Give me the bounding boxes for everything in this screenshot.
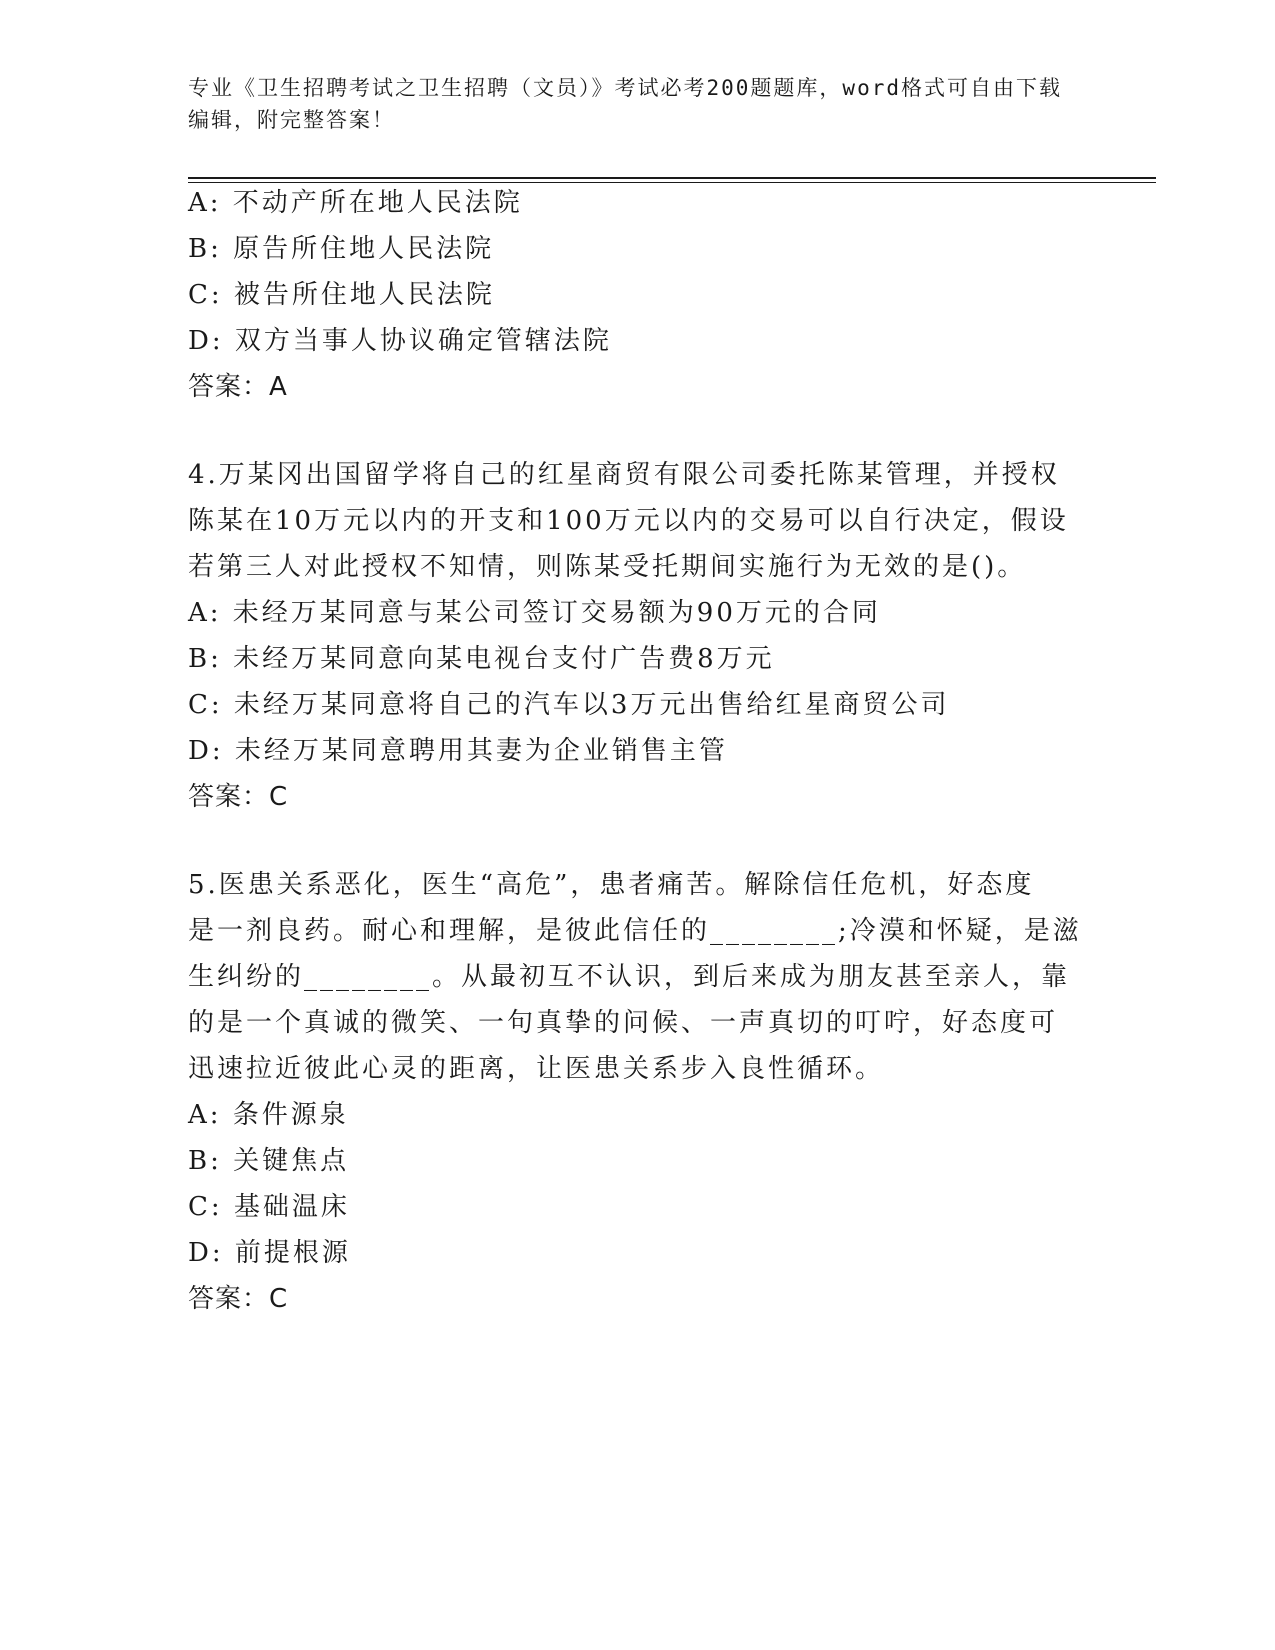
question-5-line-1: 5.医患关系恶化，医生“高危”，患者痛苦。解除信任危机，好态度 [188,870,1035,900]
answer-text: 答案：C [188,782,289,812]
option-d: D: 前提根源 [188,1238,351,1268]
question-5-block [188,862,1088,1322]
question-4-block [188,452,1088,820]
option-d: D: 未经万某同意聘用其妻为企业销售主管 [188,736,728,766]
answer-text: 答案：A [188,372,288,402]
question-5-line-2: 是一剂良药。耐心和理解，是彼此信任的________;冷漠和怀疑，是滋 [188,916,1082,946]
option-d: D: 双方当事人协议确定管辖法院 [188,326,612,356]
question-3-block [188,180,1088,410]
question-5-line-3: 生纠纷的________。从最初互不认识，到后来成为朋友甚至亲人，靠 [188,962,1071,992]
option-a: A: 未经万某同意与某公司签订交易额为90万元的合同 [188,598,881,628]
question-5-line-4: 的是一个真诚的微笑、一句真挚的问候、一声真切的叮咛，好态度可 [188,1008,1059,1038]
option-b: B: 未经万某同意向某电视台支付广告费8万元 [188,644,775,674]
option-c: C: 被告所住地人民法院 [188,280,495,310]
document-title: 专业《卫生招聘考试之卫生招聘（文员）》考试必考200题题库，word格式可自由下载编辑，附完整答案！ [188,76,1062,132]
question-4-line-2: 陈某在10万元以内的开支和100万元以内的交易可以自行决定，假设 [188,506,1069,536]
option-b: B: 原告所住地人民法院 [188,234,495,264]
option-c: C: 基础温床 [188,1192,350,1222]
option-c: C: 未经万某同意将自己的汽车以3万元出售给红星商贸公司 [188,690,950,720]
option-a: A: 不动产所在地人民法院 [188,188,523,218]
question-5-line-5: 迅速拉近彼此心灵的距离，让医患关系步入良性循环。 [188,1054,885,1084]
option-b: B: 关键焦点 [188,1146,350,1176]
question-4-line-1: 4.万某冈出国留学将自己的红星商贸有限公司委托陈某管理，并授权 [188,460,1060,490]
header-divider-thick [188,177,1156,179]
question-4-line-3: 若第三人对此授权不知情，则陈某受托期间实施行为无效的是()。 [188,552,1027,582]
option-a: A: 条件源泉 [188,1100,349,1130]
answer-text: 答案：C [188,1284,289,1314]
